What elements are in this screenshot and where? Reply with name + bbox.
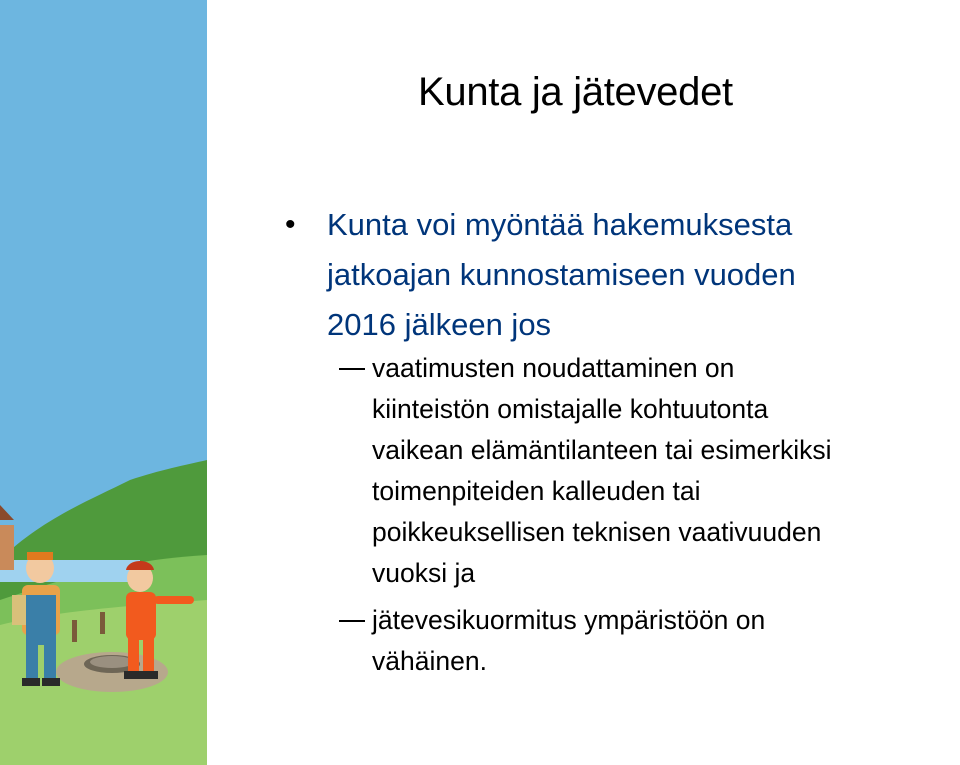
slide-title: Kunta ja jätevedet xyxy=(418,70,733,114)
sub-bullet-1-text xyxy=(372,348,960,594)
sidebar-illustration xyxy=(0,0,207,765)
text-line: Kunta voi myöntää hakemuksesta xyxy=(327,207,793,242)
text-line: vähäinen. xyxy=(372,646,487,676)
text-line: kiinteistön omistajalle kohtuutonta xyxy=(372,394,769,424)
dash-marker xyxy=(339,368,365,370)
wastewater-inspection-illustration xyxy=(0,0,207,765)
main-bullet-text xyxy=(327,200,947,350)
text-line: toimenpiteiden kalleuden tai xyxy=(372,476,701,506)
lake xyxy=(0,560,140,582)
text-line: jätevesikuormitus ympäristöön on xyxy=(372,605,766,635)
bullet-dot: • xyxy=(285,208,296,241)
text-line: poikkeuksellisen teknisen vaativuuden xyxy=(372,517,822,547)
text-line: vuoksi ja xyxy=(372,558,476,588)
dash-marker xyxy=(339,620,365,622)
sub-bullet-2-text xyxy=(372,600,960,682)
text-line: jatkoajan kunnostamiseen vuoden xyxy=(327,257,796,292)
text-line: vaatimusten noudattaminen on xyxy=(372,353,735,383)
text-line: 2016 jälkeen jos xyxy=(327,307,552,342)
text-line: vaikean elämäntilanteen tai esimerkiksi xyxy=(372,435,832,465)
